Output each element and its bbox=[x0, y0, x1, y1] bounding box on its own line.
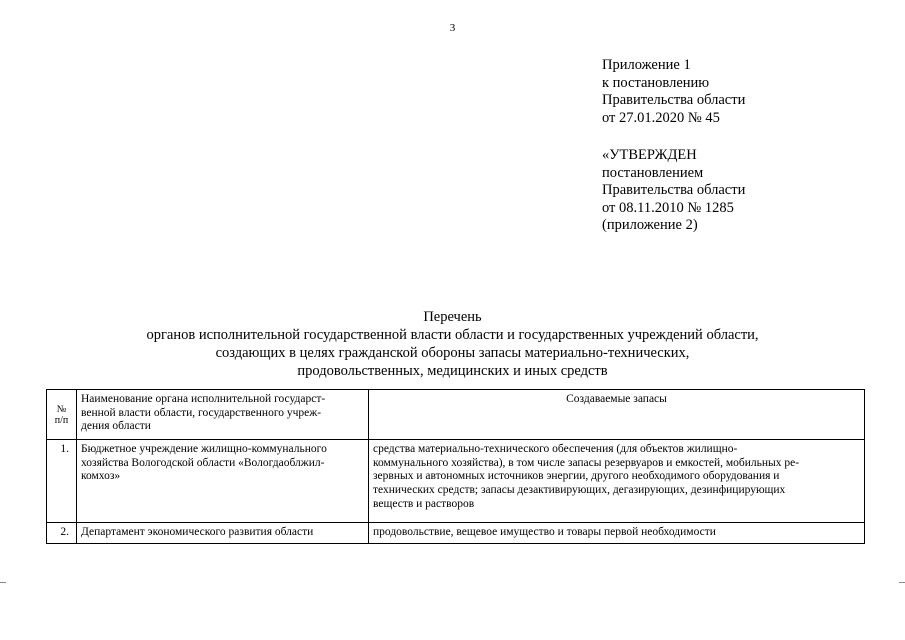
row-number: 2. bbox=[47, 523, 77, 544]
approval-line: постановлением bbox=[602, 164, 704, 181]
cell-line: коммунального хозяйства), в том числе запасы резервуаров и емкостей, мобильных ре- bbox=[373, 456, 800, 469]
row-stocks bbox=[369, 440, 865, 523]
row-stocks bbox=[369, 523, 865, 544]
appendix-line: Приложение 1 bbox=[602, 57, 691, 73]
document-title bbox=[0, 308, 905, 380]
cell-line: Бюджетное учреждение жилищно-коммунального bbox=[81, 443, 327, 455]
table-header-row bbox=[47, 390, 865, 440]
row-number: 1. bbox=[47, 440, 77, 523]
appendix-line: от 27.01.2020 № 45 bbox=[602, 109, 720, 126]
title-line: Перечень bbox=[423, 309, 482, 325]
appendix-block bbox=[602, 57, 745, 127]
cell-line: Департамент экономического развития области bbox=[81, 526, 314, 538]
table-row bbox=[47, 440, 865, 523]
scan-edge-mark-right bbox=[899, 582, 905, 583]
appendix-line: Правительства области bbox=[602, 92, 746, 108]
table-row bbox=[47, 523, 865, 544]
cell-line: комхоз» bbox=[81, 470, 121, 483]
title-line: создающих в целях гражданской обороны запасы материально-технических, bbox=[215, 345, 690, 361]
header-text: Наименование органа исполнительной государст- bbox=[81, 393, 326, 405]
title-line: органов исполнительной государственной власти области и государственных учреждений области, bbox=[146, 327, 759, 343]
row-organization bbox=[77, 440, 369, 523]
title-line: продовольственных, медицинских и иных средств bbox=[297, 363, 608, 379]
registry-table bbox=[46, 389, 865, 544]
page-number: 3 bbox=[449, 22, 456, 34]
approval-line: (приложение 2) bbox=[602, 217, 698, 233]
cell-line: веществ и растворов bbox=[373, 497, 475, 510]
row-organization bbox=[77, 523, 369, 544]
approval-line: Правительства области bbox=[602, 182, 746, 198]
cell-line: продовольствие, вещевое имущество и товары первой необходимости bbox=[373, 526, 716, 538]
header-number bbox=[47, 390, 77, 440]
header-stocks: Создаваемые запасы bbox=[369, 390, 865, 440]
header-organization bbox=[77, 390, 369, 440]
header-text: дения области bbox=[81, 420, 151, 433]
appendix-line: к постановлению bbox=[602, 74, 710, 91]
approval-line: от 08.11.2010 № 1285 bbox=[602, 199, 734, 216]
scan-edge-mark-left bbox=[0, 582, 6, 583]
cell-line: зервных и автономных источников энергии, другого необходимого оборудования и bbox=[373, 470, 780, 483]
approval-line: «УТВЕРЖДЕН bbox=[602, 147, 697, 163]
cell-line: технических средств; запасы дезактивирующих, дегазирующих, дезинфицирующих bbox=[373, 484, 786, 497]
approval-stamp-block bbox=[602, 147, 745, 235]
header-text: № bbox=[56, 404, 67, 415]
header-text: венной власти области, государственного учреж- bbox=[81, 406, 322, 419]
header-text: п/п bbox=[54, 415, 69, 426]
cell-line: хозяйства Вологодской области «Вологдаоблжил- bbox=[81, 456, 325, 469]
cell-line: средства материально-технического обеспечения (для объектов жилищно- bbox=[373, 443, 738, 455]
